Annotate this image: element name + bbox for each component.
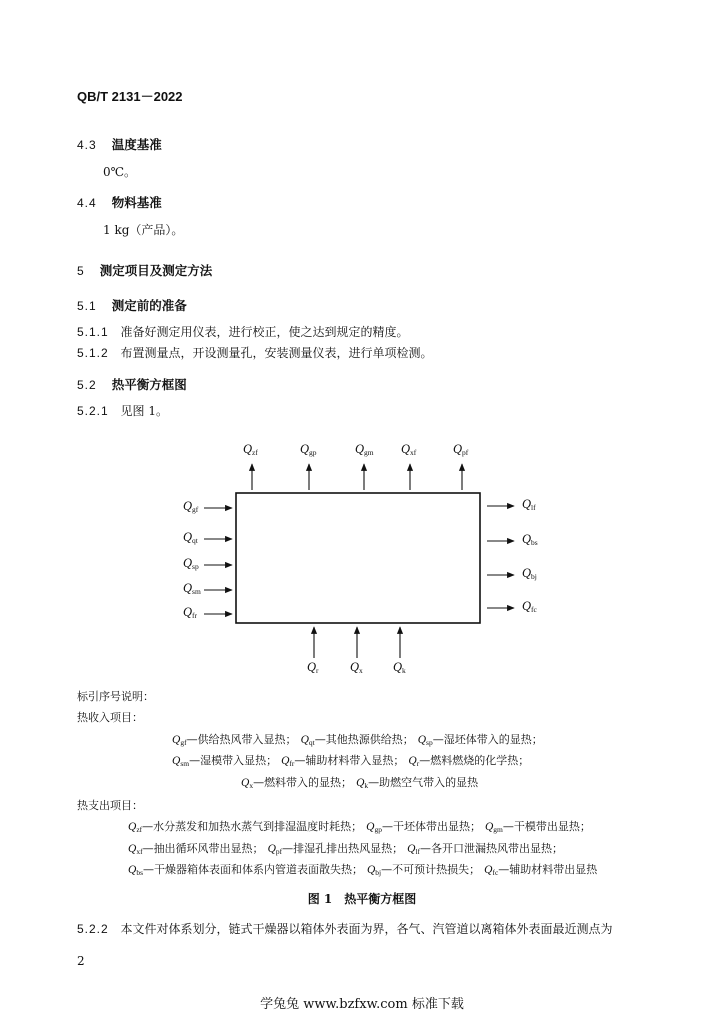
section-number: 5: [77, 264, 85, 278]
legend-line: [241, 774, 478, 790]
legend-description: —助燃空气带入的显热: [368, 776, 479, 789]
dryer-system-box: [236, 493, 480, 623]
top-output-label: $Q_{zf}$: [243, 442, 258, 457]
section-title: 测定项目及测定方法: [99, 263, 213, 278]
section-number: 4.3: [77, 138, 97, 152]
top-output-label: $Q_{gm}$: [355, 442, 374, 457]
legend-symbol: $Q_{xf}$: [128, 843, 143, 856]
bottom-input-label: $Q_x$: [350, 660, 363, 675]
legend-heading: 标引序号说明：: [77, 690, 154, 703]
left-input-label: $Q_{qt}$: [183, 530, 198, 545]
legend-description: —湿模带入显热；: [189, 754, 278, 767]
section-4-4-body: 1 kg（产品）。: [103, 223, 184, 237]
legend-symbol: $Q_{sp}$: [417, 734, 433, 747]
legend-description: —干燥器箱体表面和体系内管道表面散失热；: [142, 863, 363, 876]
legend-symbol: $Q_{bs}$: [128, 864, 143, 877]
clause-text: 本文件对体系划分，链式干燥器以箱体外表面为界，各气、汽管道以离箱体外表面最近测点为: [120, 922, 613, 936]
section-title: 测定前的准备: [111, 298, 187, 313]
footer-watermark: 学兔兔 www.bzfxw.com 标准下载: [260, 997, 464, 1012]
section-number: 5.1: [77, 299, 97, 313]
figure-caption: 图 1 热平衡方框图: [307, 892, 417, 906]
section-4-3-body: 0℃。: [103, 165, 137, 179]
legend-description: —燃料带入的显热；: [253, 776, 353, 789]
clause-text: 布置测量点，开设测量孔，安装测量仪表，进行单项检测。: [120, 346, 433, 360]
bottom-input-label: $Q_r$: [307, 660, 319, 675]
right-output-label: $Q_{bj}$: [522, 566, 537, 581]
left-input-label: $Q_{fr}$: [183, 605, 198, 620]
clause-number: 5.2.2: [77, 922, 109, 936]
section-title: 温度基准: [111, 137, 162, 152]
clause-text: 准备好测定用仪表，进行校正，使之达到规定的精度。: [120, 325, 409, 339]
right-output-label: $Q_{bs}$: [522, 532, 538, 547]
legend-line: [172, 731, 543, 747]
legend-description: —辅助材料带入显热；: [294, 754, 405, 767]
legend-symbol: $Q_{fc}$: [484, 864, 499, 877]
legend-symbol: $Q_x$: [241, 777, 254, 790]
legend-description: —各开口泄漏热风带出显热；: [420, 842, 564, 855]
legend-description: —排湿孔排出热风显热；: [282, 842, 404, 855]
legend-symbol: $Q_r$: [408, 755, 420, 768]
clause-text: 见图 1。: [120, 404, 168, 418]
right-output-label: $Q_{lf}$: [522, 497, 536, 512]
legend-symbol: $Q_{bj}$: [366, 864, 382, 877]
standard-code: QB/T 2131－2022: [77, 89, 183, 104]
legend-description: —湿坯体带入的显热；: [432, 733, 543, 746]
legend-line: [128, 861, 597, 877]
legend-description: —其他热源供给热；: [314, 733, 414, 746]
page-number: 2: [77, 954, 85, 968]
clause-number: 5.1.1: [77, 325, 109, 339]
top-output-label: $Q_{gp}$: [300, 442, 317, 457]
legend-description: —供给热风带入显热；: [186, 733, 297, 746]
legend-symbol: $Q_{fr}$: [281, 755, 295, 768]
left-input-label: $Q_{sm}$: [183, 581, 201, 596]
expense-heading: 热支出项目：: [77, 799, 143, 812]
clause-number: 5.1.2: [77, 346, 109, 360]
section-title: 热平衡方框图: [111, 377, 187, 392]
legend-description: —不可预计热损失；: [381, 863, 481, 876]
income-heading: 热收入项目：: [77, 711, 143, 724]
legend-symbol: $Q_{gm}$: [484, 821, 503, 834]
legend-symbol: $Q_{lf}$: [407, 843, 421, 856]
left-input-label: $Q_{gf}$: [183, 499, 199, 514]
section-number: 5.2: [77, 378, 97, 392]
left-input-label: $Q_{sp}$: [183, 556, 199, 571]
top-output-label: $Q_{pf}$: [453, 442, 469, 457]
section-title: 物料基准: [111, 195, 162, 210]
section-number: 4.4: [77, 196, 97, 210]
legend-line: [128, 840, 563, 856]
legend-line: [172, 752, 529, 768]
legend-symbol: $Q_{sm}$: [172, 755, 190, 768]
legend-description: —燃料燃烧的化学热；: [419, 754, 530, 767]
clause-5-2-2: [77, 920, 613, 937]
legend-description: —干坯体带出显热；: [381, 820, 481, 833]
top-output-label: $Q_{xf}$: [401, 442, 417, 457]
legend-description: —辅助材料带出显热: [498, 863, 598, 876]
clause-number: 5.2.1: [77, 404, 109, 418]
legend-symbol: $Q_k$: [356, 777, 369, 790]
legend-symbol: $Q_{qt}$: [300, 734, 315, 747]
legend-description: —水分蒸发和加热水蒸气到排湿温度时耗热；: [142, 820, 363, 833]
legend-symbol: $Q_{gf}$: [172, 734, 187, 747]
legend-symbol: $Q_{zf}$: [128, 821, 143, 834]
legend-symbol: $Q_{gp}$: [366, 821, 382, 834]
right-output-label: $Q_{fc}$: [522, 599, 537, 614]
legend-symbol: $Q_{pf}$: [267, 843, 283, 856]
legend-description: —干模带出显热；: [502, 820, 591, 833]
bottom-input-label: $Q_k$: [393, 660, 406, 675]
legend-description: —抽出循环风带出显热；: [142, 842, 264, 855]
legend-line: [128, 818, 591, 834]
